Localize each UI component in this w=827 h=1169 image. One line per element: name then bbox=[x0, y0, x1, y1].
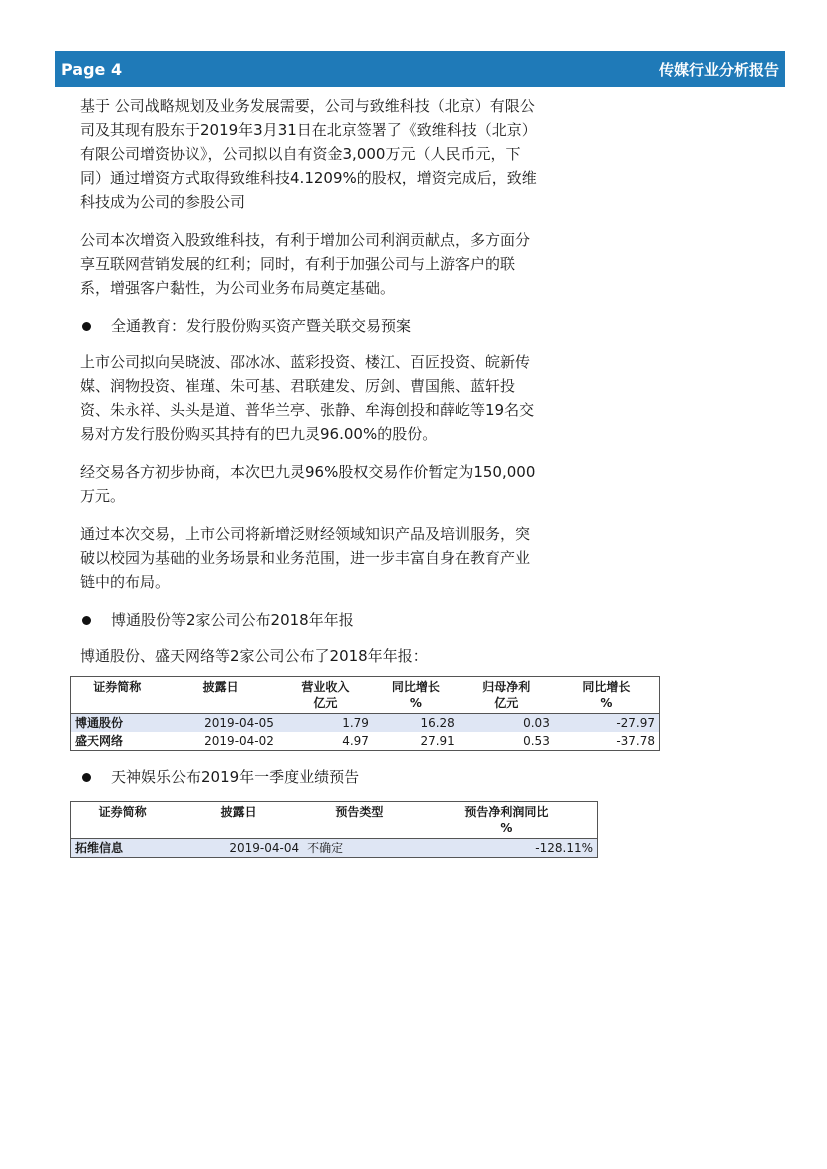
column-header: 披露日 bbox=[163, 677, 277, 714]
page-header-bar bbox=[55, 51, 785, 87]
column-header: 预告类型 bbox=[303, 802, 416, 839]
column-header: 营业收入 亿元 bbox=[278, 677, 373, 714]
annual-report-table bbox=[70, 676, 660, 751]
column-header: 归母净利 亿元 bbox=[459, 677, 554, 714]
table-header-row bbox=[71, 802, 598, 839]
column-header: 同比增长 % bbox=[373, 677, 459, 714]
table-cell: 27.91 bbox=[420, 734, 455, 748]
table-cell: 4.97 bbox=[342, 734, 369, 748]
table-row bbox=[71, 732, 660, 751]
column-header: 披露日 bbox=[174, 802, 303, 839]
bullet-text: 天神娱乐公布2019年一季度业绩预告 bbox=[111, 768, 360, 786]
report-title: 传媒行业分析报告 bbox=[658, 60, 779, 79]
table-cell: 博通股份 bbox=[71, 714, 164, 733]
column-header: 证券简称 bbox=[71, 677, 164, 714]
forecast-table bbox=[70, 801, 598, 858]
table-row bbox=[71, 714, 660, 733]
column-header: 同比增长 % bbox=[554, 677, 660, 714]
table-cell: 0.53 bbox=[523, 734, 550, 748]
bullet-text: 全通教育：发行股份购买资产暨关联交易预案 bbox=[111, 317, 412, 335]
table-cell: 2019-04-05 bbox=[163, 714, 277, 733]
table-header-row bbox=[71, 677, 660, 714]
table-cell: 拓维信息 bbox=[71, 839, 175, 858]
paragraph: 经交易各方初步协商，本次巴九灵96%股权交易作价暂定为150,000万元。 bbox=[80, 463, 536, 505]
table-cell: 不确定 bbox=[303, 839, 416, 858]
paragraph: 公司本次增资入股致维科技，有利于增加公司利润贡献点，多方面分享互联网营销发展的红利；同时，有利于加强公司与上游客户的联系，增强客户黏性，为公司业务布局奠定基础。 bbox=[80, 231, 531, 297]
bullet-text: 博通股份等2家公司公布2018年年报 bbox=[111, 611, 354, 629]
bullet-dot-icon bbox=[82, 773, 91, 782]
document-body bbox=[75, 94, 655, 872]
bullet-item bbox=[80, 765, 540, 789]
table-cell: -37.78 bbox=[616, 734, 655, 748]
paragraph: 基于 公司战略规划及业务发展需要，公司与致维科技（北京）有限公司及其现有股东于2019年3月31日在北京签署了《致维科技（北京）有限公司增资协议》，公司拟以自有资金3,000万元（人民币元，下同）通过增资方式取得致维科技4.1209%的股权，增资完成后，致维科技成为公司的参股公司 bbox=[80, 97, 537, 211]
table-cell: 2019-04-04 bbox=[174, 839, 303, 858]
table-cell: 2019-04-02 bbox=[204, 734, 274, 748]
column-header: 证券简称 bbox=[71, 802, 175, 839]
paragraph: 博通股份、盛天网络等2家公司公布了2018年年报： bbox=[80, 647, 428, 665]
table-cell: -128.11% bbox=[416, 839, 598, 858]
bullet-item bbox=[80, 314, 540, 338]
bullet-dot-icon bbox=[82, 322, 91, 331]
table-row bbox=[71, 839, 598, 858]
table-cell: 盛天网络 bbox=[75, 734, 124, 748]
table-cell: -27.97 bbox=[554, 714, 660, 733]
table-cell: 0.03 bbox=[459, 714, 554, 733]
column-header: 预告净利润同比 % bbox=[416, 802, 598, 839]
paragraph: 上市公司拟向吴晓波、邵冰冰、蓝彩投资、楼江、百匠投资、皖新传媒、润物投资、崔瑾、朱可基、君联建发、厉剑、曹国熊、蓝轩投资、朱永祥、头头是道、普华兰亭、张静、牟海创投和薛屹等19名交易对方发行股份购买其持有的巴九灵96.00%的股份。 bbox=[80, 353, 535, 443]
page-number: Page 4 bbox=[61, 59, 123, 79]
paragraph: 通过本次交易，上市公司将新增泛财经领域知识产品及培训服务，突破以校园为基础的业务场景和业务范围，进一步丰富自身在教育产业链中的布局。 bbox=[80, 525, 531, 591]
bullet-item bbox=[80, 608, 540, 632]
bullet-dot-icon bbox=[82, 616, 91, 625]
table-cell: 1.79 bbox=[278, 714, 373, 733]
table-cell: 16.28 bbox=[373, 714, 459, 733]
